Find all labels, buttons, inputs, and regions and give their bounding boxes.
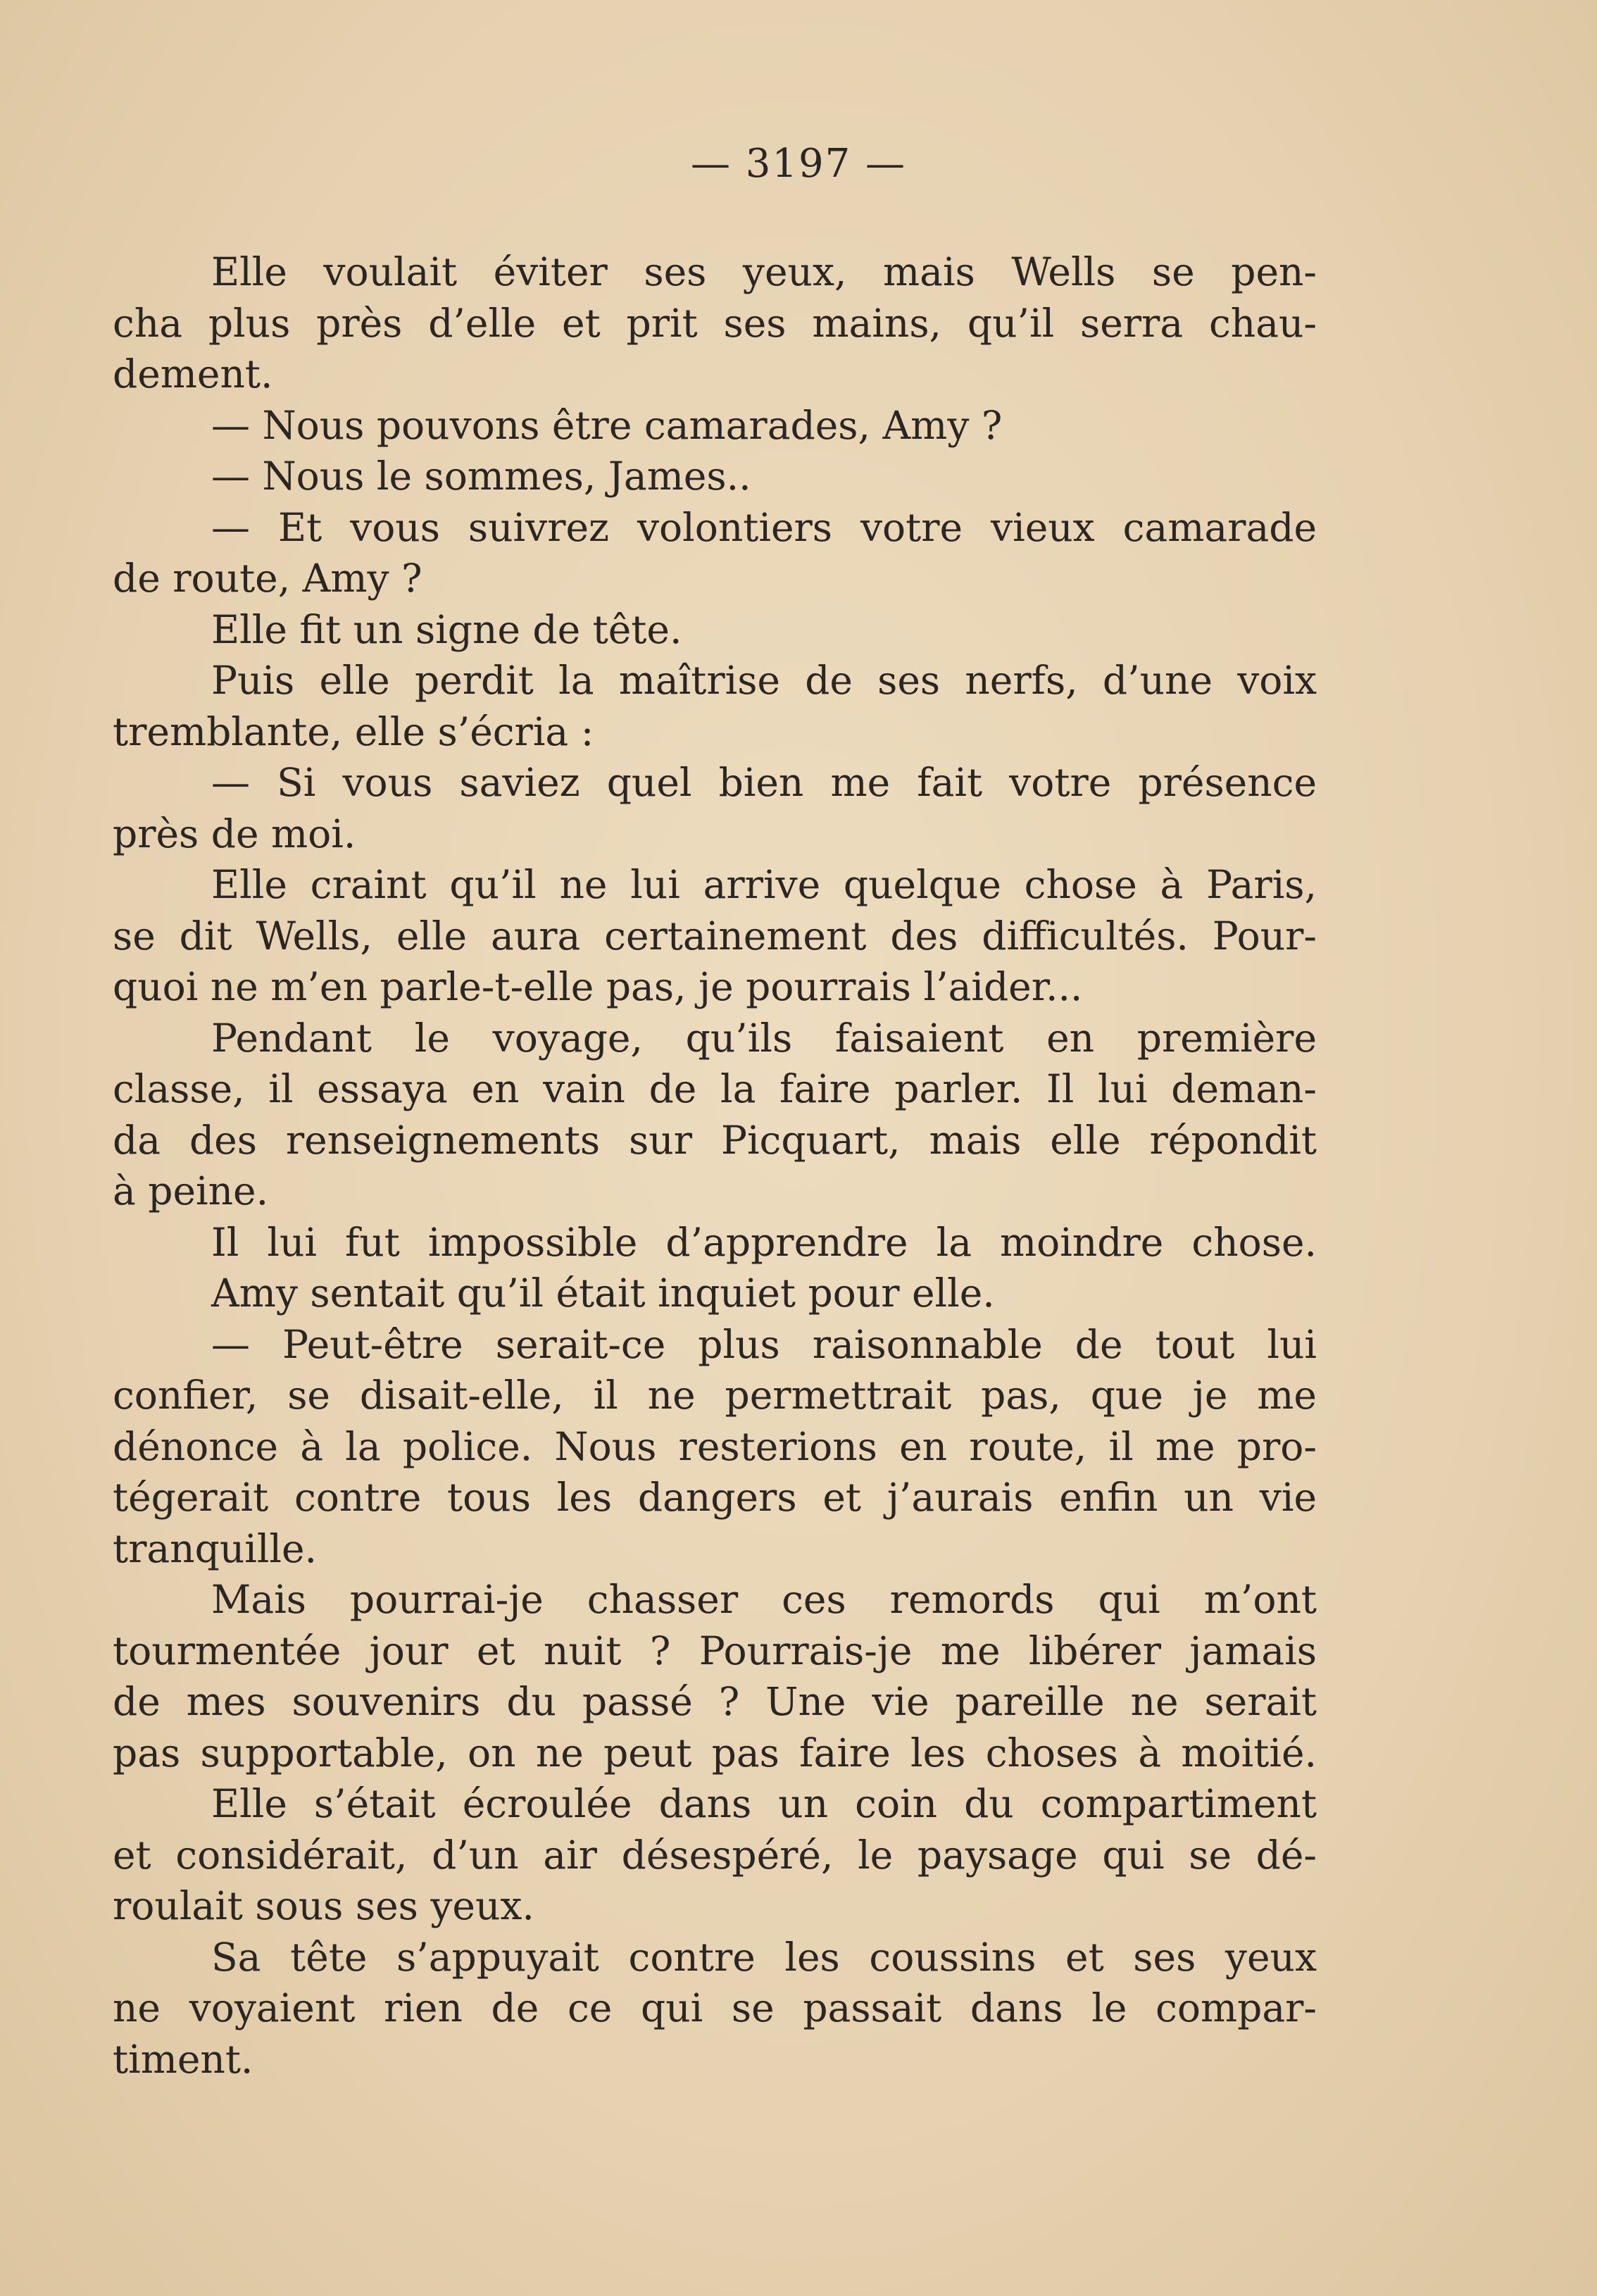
text-line: Amy sentait qu’il était inquiet pour elle. [211,1271,995,1316]
text-line: — Peut-être serait-ce plus raisonnable de tout lui [211,1321,1317,1367]
text-line: Elle s’était écroulée dans un coin du compartiment [211,1781,1317,1826]
text-line: se dit Wells, elle aura certainement des difficultés. Pour- [113,913,1317,959]
text-line: classe, il essaya en vain de la faire parler. Il lui deman- [113,1066,1317,1111]
page-number: — 3197 — [690,141,907,187]
text-line: tégerait contre tous les dangers et j’aurais enfin un vie [113,1475,1317,1520]
text-line: roulait sous ses yeux. [113,1883,534,1928]
text-line: Puis elle perdit la maîtrise de ses nerfs, d’une voix [211,658,1317,703]
text-line: dement. [113,351,273,397]
text-line: à peine. [113,1168,269,1213]
text-line: de route, Amy ? [113,556,422,601]
text-line: ne voyaient rien de ce qui se passait dans le compar- [113,1985,1317,2030]
text-line: pas supportable, on ne peut pas faire les choses à moitié. [113,1730,1317,1776]
text-line: Sa tête s’appuyait contre les coussins et ses yeux [211,1934,1317,1980]
text-line: confier, se disait-elle, il ne permettrait pas, que je me [113,1373,1317,1418]
text-line: Mais pourrai-je chasser ces remords qui m’ont [211,1577,1317,1622]
text-line: tremblante, elle s’écria : [113,709,594,754]
text-line: — Si vous saviez quel bien me fait votre présence [211,760,1317,805]
text-line: près de moi. [113,811,356,856]
text-line: cha plus près d’elle et prit ses mains, qu’il serra chau- [113,300,1317,346]
text-line: timent. [113,2036,253,2082]
text-line: Elle fit un signe de tête. [211,606,682,652]
text-line: Elle voulait éviter ses yeux, mais Wells se pen- [211,249,1317,294]
text-line: Pendant le voyage, qu’ils faisaient en première [211,1015,1317,1061]
text-line: et considérait, d’un air désespéré, le paysage qui se dé- [113,1832,1317,1878]
text-line: quoi ne m’en parle-t-elle pas, je pourrais l’aider... [113,964,1083,1009]
text-line: tourmentée jour et nuit ? Pourrais-je me libérer jamais [113,1628,1317,1673]
text-line: — Et vous suivrez volontiers votre vieux camarade [211,504,1317,550]
text-line: — Nous le sommes, James.. [211,454,751,499]
text-line: de mes souvenirs du passé ? Une vie pareille ne serait [113,1679,1317,1724]
text-line: — Nous pouvons être camarades, Amy ? [211,402,1003,448]
text-line: da des renseignements sur Picquart, mais elle répondit [113,1117,1317,1163]
text-line: Elle craint qu’il ne lui arrive quelque chose à Paris, [211,862,1317,907]
text-line: dénonce à la police. Nous resterions en route, il me pro- [113,1423,1317,1469]
text-line: tranquille. [113,1526,318,1571]
text-line: Il lui fut impossible d’apprendre la moindre chose. [211,1219,1317,1265]
body-text [113,247,1317,2085]
